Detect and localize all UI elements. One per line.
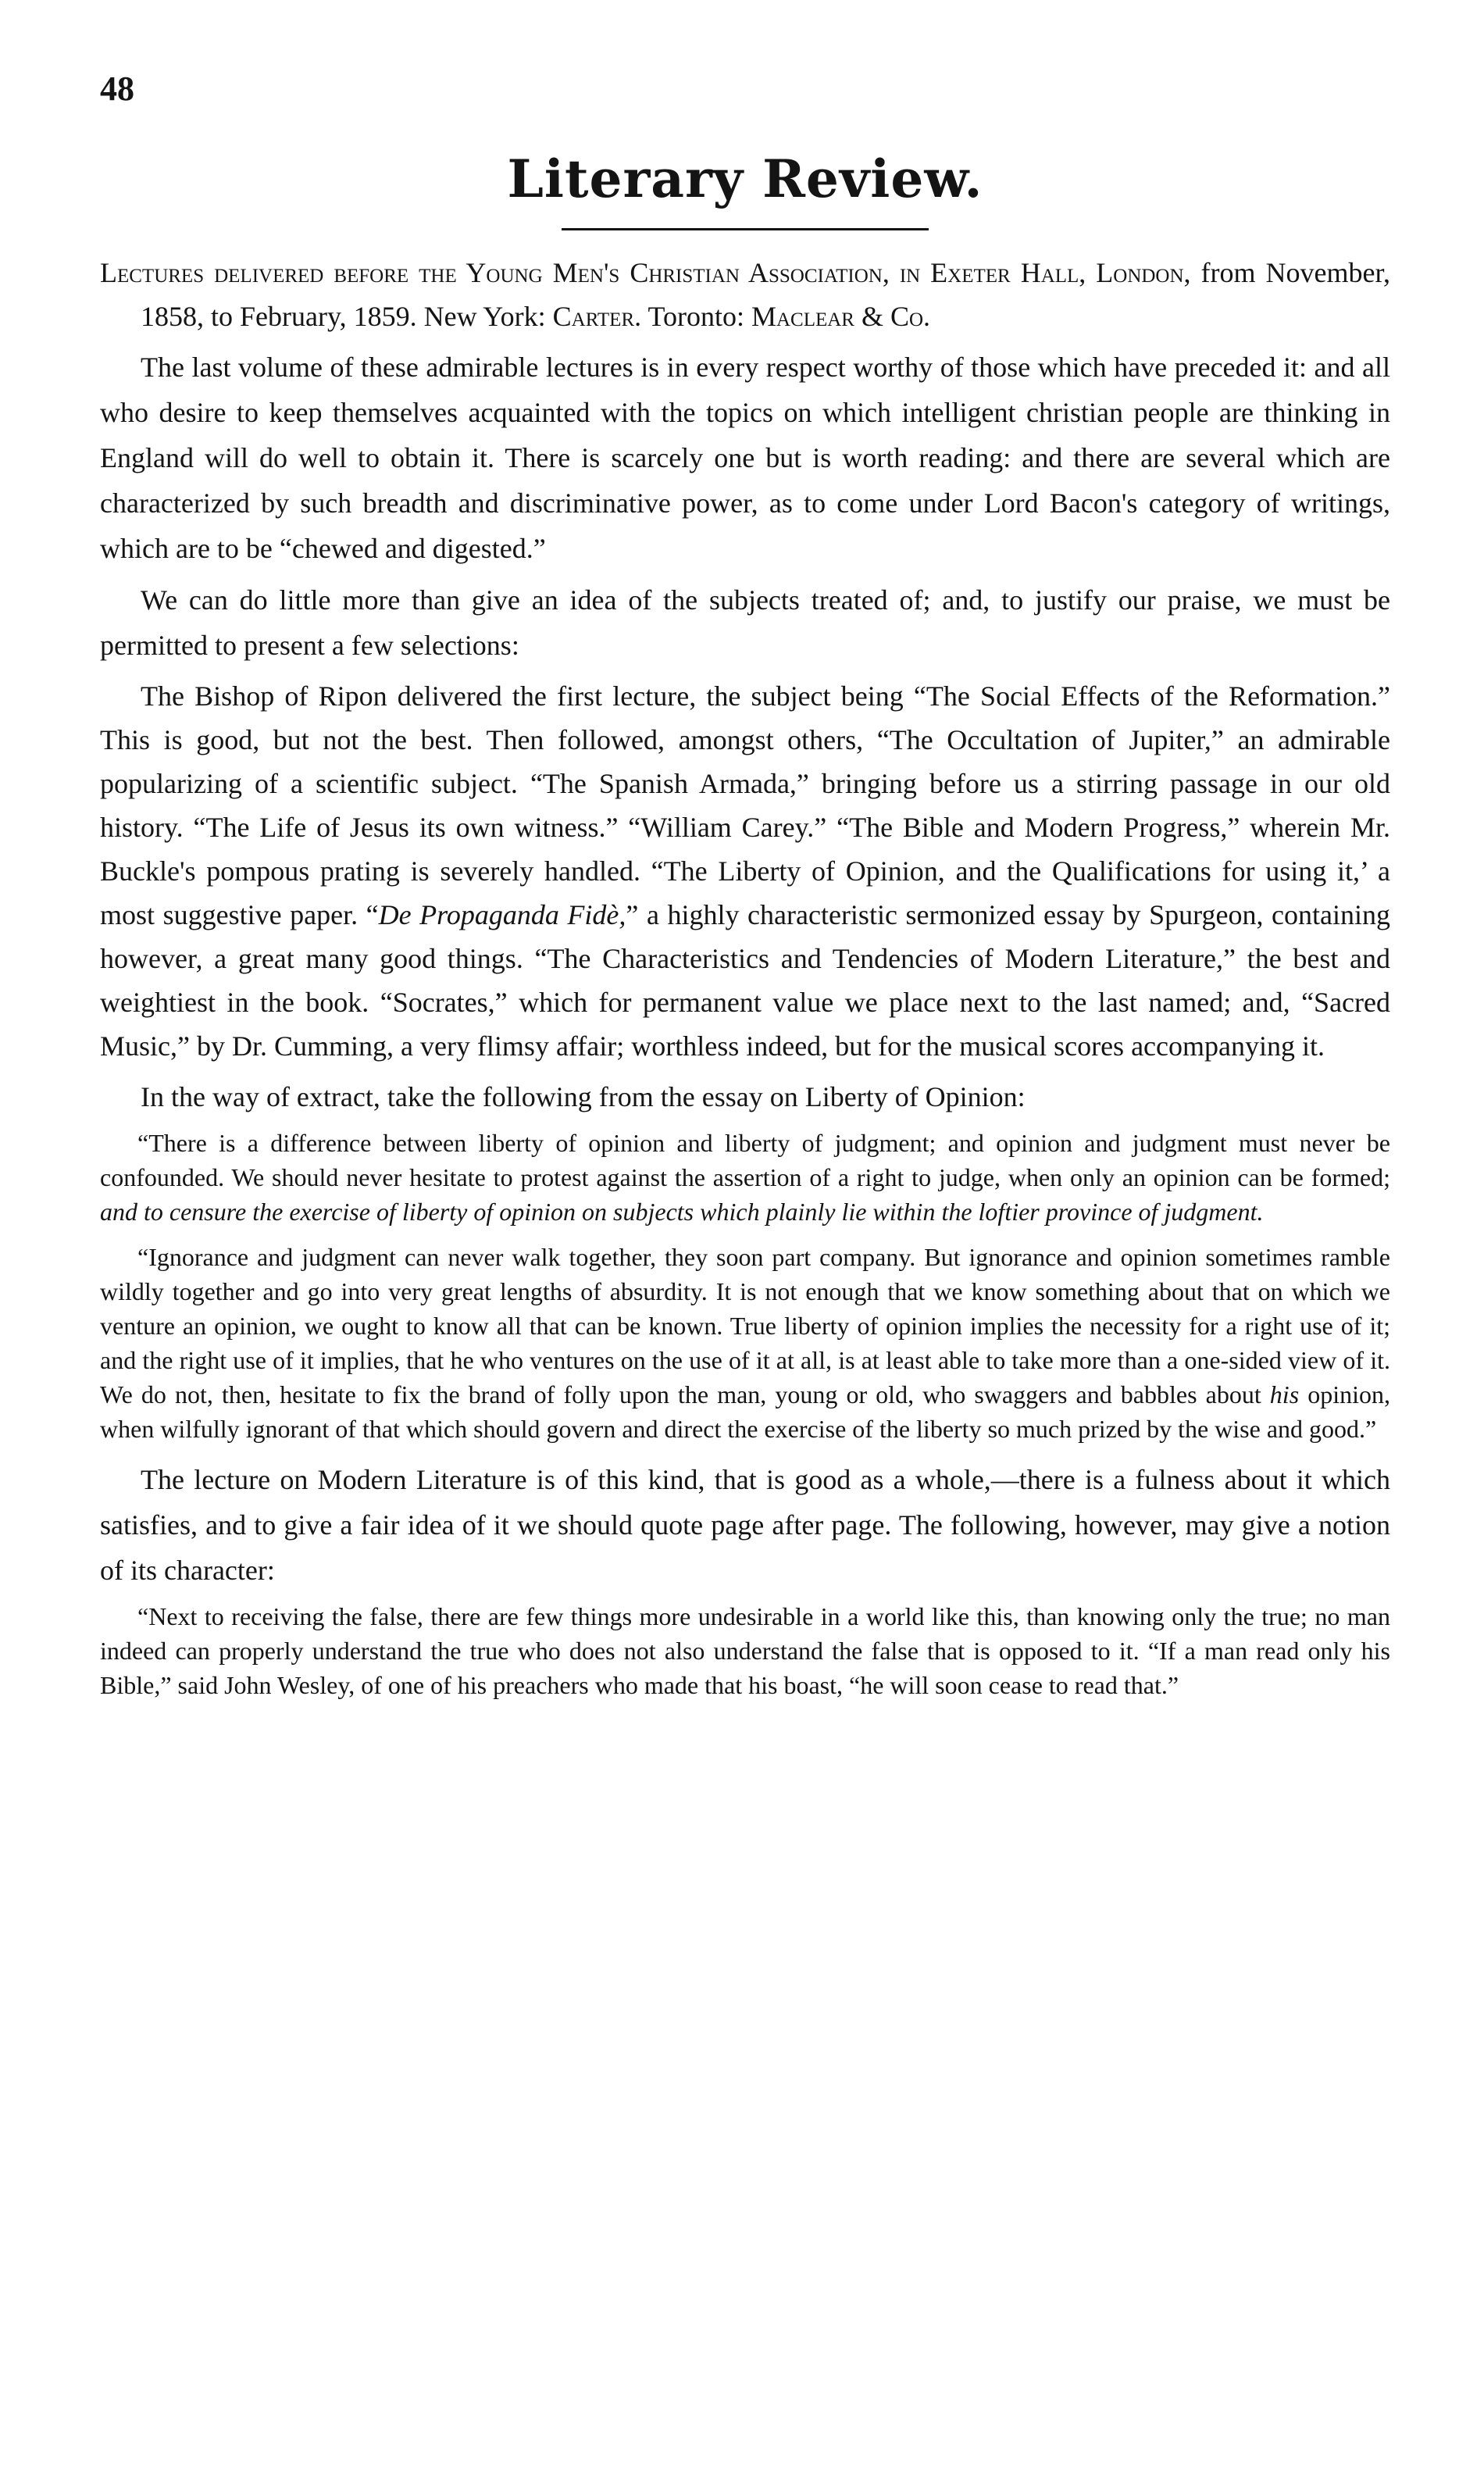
- section-title: Literary Review.: [507, 148, 983, 209]
- quote-liberty-text: “There is a difference between liberty of opinion and liberty of judgment; and opinion and judgment must never be confounded. We should never hesitate to protest against the assertion of a right to judge, when only an opinion can be formed;: [100, 1129, 1390, 1191]
- citation-publisher-toronto: Maclear & Co.: [751, 301, 931, 332]
- citation-title: Lectures delivered before the Young Men's Christian Association, in Exeter Hall, London,: [100, 257, 1191, 288]
- citation-publisher-ny: Carter.: [552, 301, 642, 332]
- quote-liberty-opinion: [100, 1126, 1390, 1229]
- lecture-list-italic: De Propaganda Fidè,: [378, 899, 626, 930]
- paragraph-intro: The last volume of these admirable lectures is in every respect worthy of those which have preceded it: and all who desire to keep themselves acquainted with the topics on which intelligent christian people are thinking in England will do well to obtain it. There is scarcely one but is worth reading: and there are several which are characterized by such breadth and discriminative power, as to come under Lord Bacon's category of writings, which are to be “chewed and digested.”: [100, 352, 1390, 564]
- paragraph-extract-intro: In the way of extract, take the following from the essay on Liberty of Opinion:: [141, 1081, 1026, 1112]
- title-rule: [562, 228, 929, 230]
- page-number: 48: [100, 70, 134, 108]
- lecture-list-text-b: ” a highly characteristic sermonized essay by Spurgeon, containing however, a great many good things. “The Characteristics and Tendencies of Modern Literature,” the best and weightiest in the book. “Socrates,” which for permanent value we place next to the last named; and, “Sacred Music,” by Dr. Cumming, a very flimsy affair; worthless indeed, but for the musical scores accompanying it.: [100, 899, 1390, 1062]
- quote-wesley: “Next to receiving the false, there are few things more undesirable in a world like this, than knowing only the true; no man indeed can properly understand the true who does not also understand the false that is opposed to it. “If a man read only his Bible,” said John Wesley, of one of his preachers who made that his boast, “he will soon cease to read that.”: [100, 1602, 1390, 1699]
- lecture-list-text-a: The Bishop of Ripon delivered the first lecture, the subject being “The Social Effects of the Reformation.” This is good, but not the best. Then followed, amongst others, “The Occultation of Jupiter,” an admirable popularizing of a scientific subject. “The Spanish Armada,” bringing before us a stirring passage in our old history. “The Life of Jesus its own witness.” “William Carey.” “The Bible and Modern Progress,” wherein Mr. Buckle's pompous prating is severely handled. “The Liberty of Opinion, and the Qualifications for using it,’ a most suggestive paper. “: [100, 680, 1390, 930]
- book-page: [100, 72, 1390, 1713]
- citation-dates: from November, 1858, to February, 1859. New York:: [141, 257, 1390, 332]
- paragraph-modern-literature: The lecture on Modern Literature is of this kind, that is good as a whole,—there is a fulness about it which satisfies, and to give a fair idea of it we should quote page after page. The following, however, may give a notion of its character:: [100, 1464, 1390, 1586]
- book-citation: [100, 251, 1390, 338]
- paragraph-lecture-list: [100, 674, 1390, 1068]
- paragraph-selections: We can do little more than give an idea of the subjects treated of; and, to justify our praise, we must be permitted to present a few selections:: [100, 584, 1390, 661]
- citation-toronto: Toronto:: [641, 301, 751, 332]
- quote-ignorance-italic: his: [1269, 1380, 1300, 1409]
- quote-ignorance-text-a: “Ignorance and judgment can never walk together, they soon part company. But ignorance and opinion sometimes ramble wildly together and go into very great lengths of absurdity. It is not enough that we know something about that on which we venture an opinion, we ought to know all that can be known. True liberty of opinion implies the necessity for a right use of it; and the right use of it implies, that he who ventures on the use of it at all, is at least able to take more than a one-sided view of it. We do not, then, hesitate to fix the brand of folly upon the man, young or old, who swaggers and babbles about: [100, 1243, 1390, 1409]
- quote-ignorance-text-b: opinion, when wilfully ignorant of that which should govern and direct the exercise of the liberty so much prized by the wise and good.”: [100, 1380, 1391, 1443]
- quote-ignorance-judgment: [100, 1240, 1390, 1446]
- quote-liberty-italic: and to censure the exercise of liberty of opinion on subjects which plainly lie within the loftier province of judgment.: [100, 1198, 1264, 1226]
